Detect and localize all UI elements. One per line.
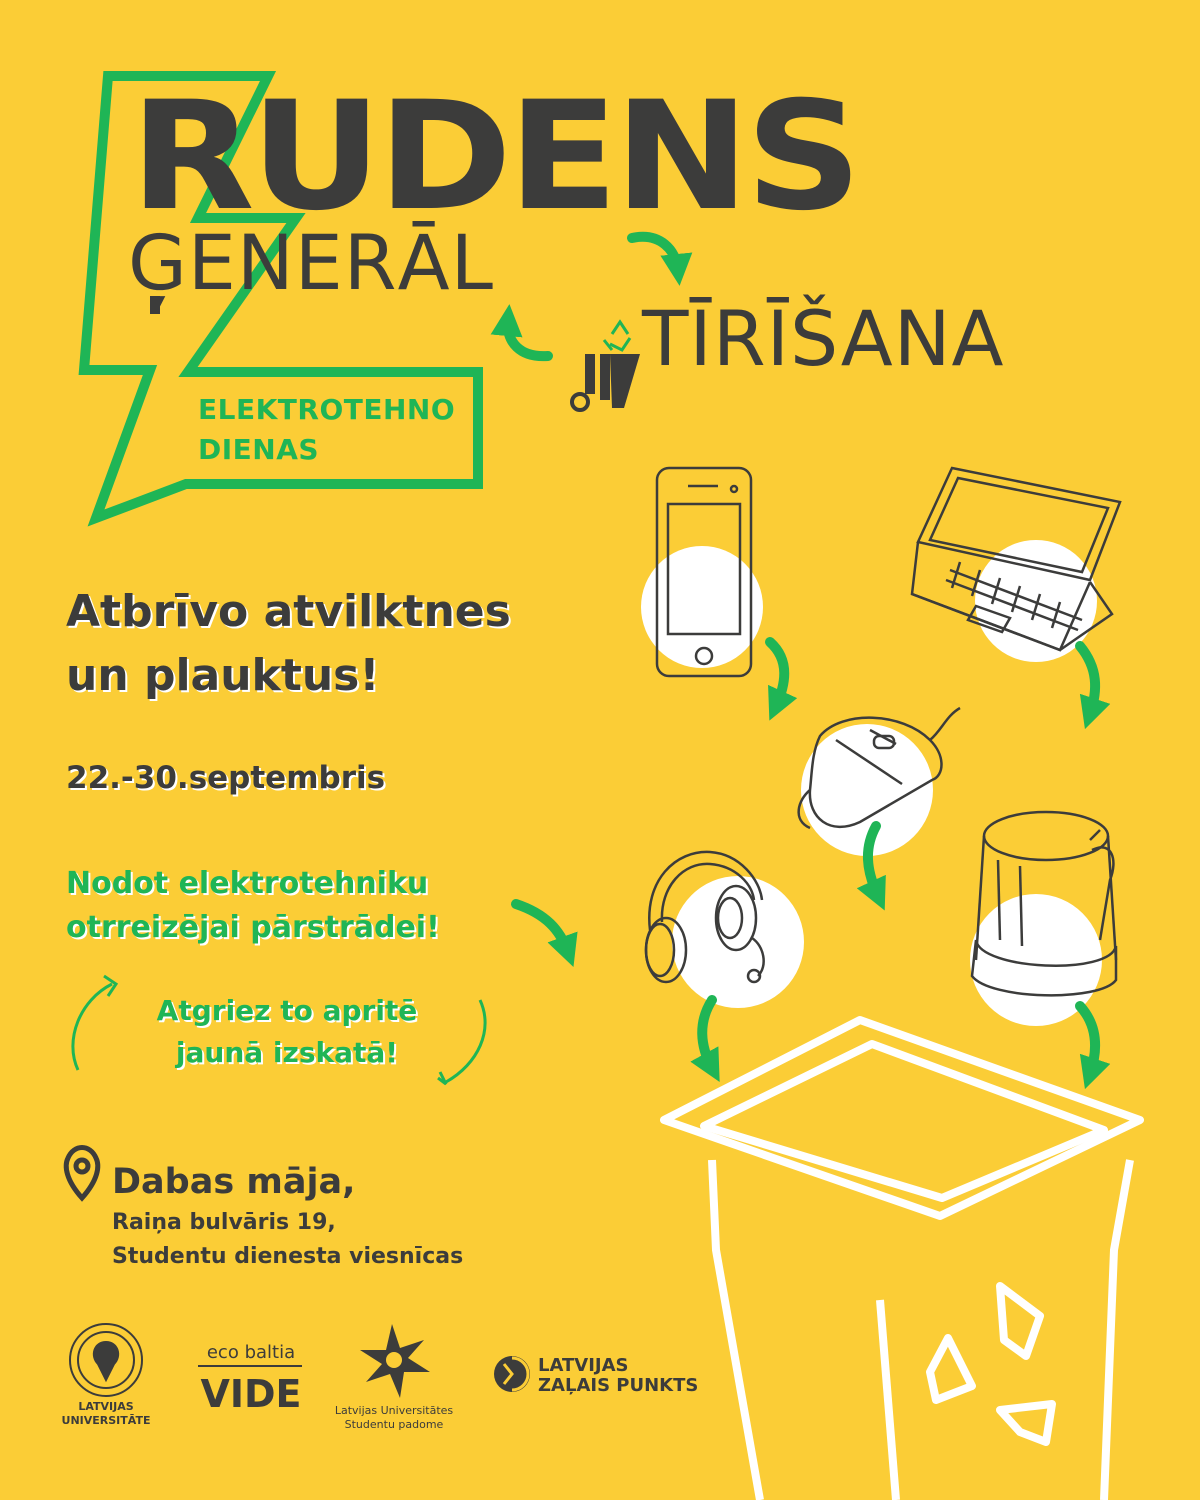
lzp-logo-text	[538, 1356, 698, 1396]
title-tirisana: TĪRĪŠANA	[642, 294, 1005, 383]
title-general: ĢENERĀL	[128, 218, 494, 307]
lzp-logo-line2: ZAĻAIS PUNKTS	[538, 1375, 699, 1396]
slogan	[122, 990, 452, 1074]
call-to-action	[66, 862, 440, 950]
event-label-line1: ELEKTROTEHNO	[198, 393, 456, 426]
recycle-icon	[604, 322, 630, 350]
slogan-line2: jaunā izskatā!	[175, 1036, 399, 1069]
headline-line2: un plauktus!	[66, 650, 380, 701]
call-to-action-line2: otrreizējai pārstrādei!	[66, 910, 440, 945]
lzp-logo-line1: LATVIJAS	[538, 1355, 629, 1376]
recycling-bin-icon	[664, 1020, 1140, 1500]
headline-line1: Atbrīvo atvilktnes	[66, 586, 511, 637]
location-pin-icon	[66, 1148, 98, 1199]
event-label-line2: DIENAS	[198, 433, 320, 466]
title-rudens: RUDENS	[130, 70, 858, 244]
lusp-logo-line1: Latvijas Universitātes	[334, 1404, 454, 1417]
location-street: Raiņa bulvāris 19,	[112, 1210, 336, 1235]
location-name: Dabas māja,	[112, 1162, 356, 1202]
green-dot-icon	[494, 1356, 530, 1392]
event-label	[198, 390, 455, 470]
slogan-line1: Atgriez to apritē	[156, 994, 418, 1027]
lusp-logo-text	[330, 1404, 458, 1432]
call-to-action-line1: Nodot elektrotehniku	[66, 866, 429, 901]
lu-logo-line1: LATVIJAS	[78, 1400, 134, 1413]
lusp-star-icon	[360, 1324, 430, 1398]
lu-seal-icon	[70, 1324, 142, 1396]
headline	[66, 580, 511, 708]
lusp-logo-line2: Studentu padome	[344, 1418, 444, 1431]
lu-logo-text	[56, 1400, 156, 1428]
ecobaltia-logo-bottom: VIDE	[200, 1372, 302, 1416]
lu-logo-line2: UNIVERSITĀTE	[61, 1414, 151, 1427]
location-detail: Studentu dienesta viesnīcas	[112, 1244, 464, 1269]
ecobaltia-logo-top: eco baltia	[206, 1342, 296, 1363]
event-dates: 22.-30.septembris	[66, 760, 386, 796]
